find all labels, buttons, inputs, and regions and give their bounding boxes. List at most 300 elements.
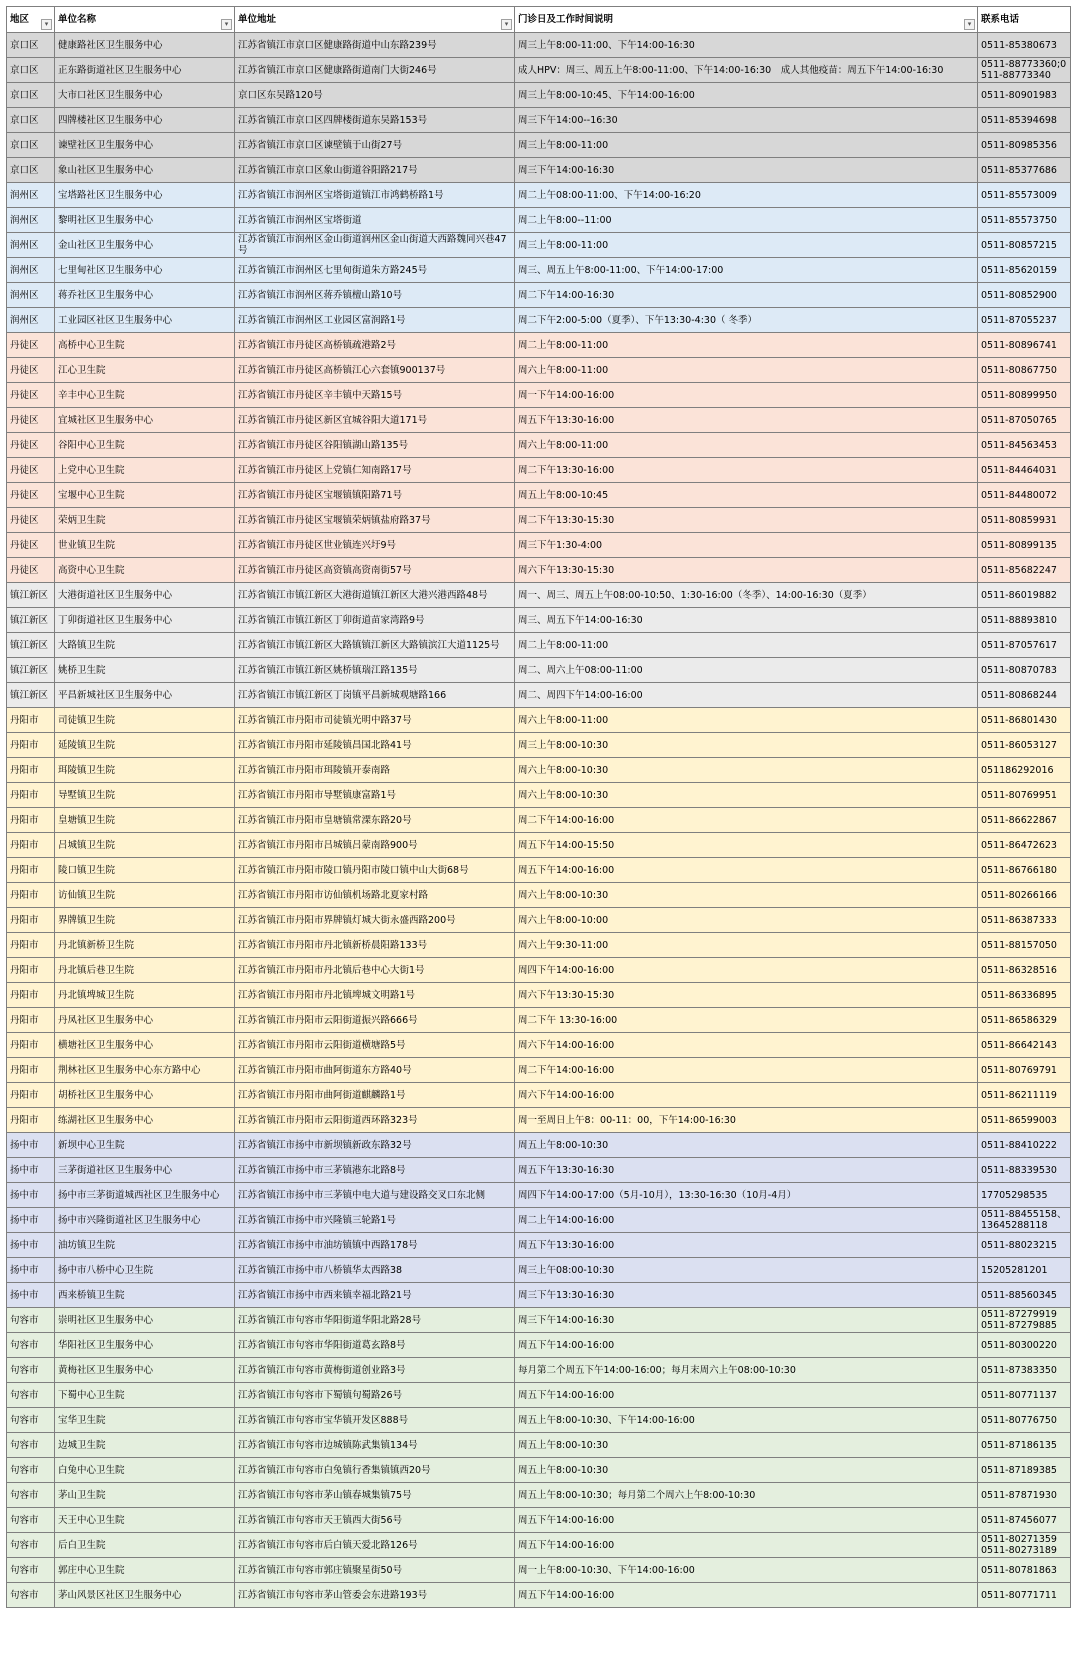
filter-dropdown-icon[interactable]: ▾	[41, 19, 52, 30]
cell-address[interactable]: 江苏省镇江市丹阳市吕城镇吕蒙南路900号	[235, 833, 515, 858]
cell-clinic-hours[interactable]: 周六上午8:00-10:30	[515, 783, 978, 808]
cell-address[interactable]: 江苏省镇江市丹徒区高资镇高资南街57号	[235, 558, 515, 583]
cell-unit-name[interactable]: 茅山风景区社区卫生服务中心	[55, 1583, 235, 1608]
cell-region[interactable]: 句容市	[7, 1508, 55, 1533]
cell-clinic-hours[interactable]: 周六下午14:00-16:00	[515, 1083, 978, 1108]
cell-clinic-hours[interactable]: 周五上午8:00-10:30	[515, 1433, 978, 1458]
cell-region[interactable]: 丹阳市	[7, 1108, 55, 1133]
cell-phone[interactable]: 0511-80776750	[978, 1408, 1071, 1433]
cell-unit-name[interactable]: 丁卯街道社区卫生服务中心	[55, 608, 235, 633]
cell-address[interactable]: 江苏省镇江市丹阳市云阳街道西环路323号	[235, 1108, 515, 1133]
cell-clinic-hours[interactable]: 周三上午8:00-10:30	[515, 733, 978, 758]
cell-phone[interactable]: 0511-80868244	[978, 683, 1071, 708]
cell-phone[interactable]: 0511-85394698	[978, 108, 1071, 133]
cell-phone[interactable]: 0511-80769951	[978, 783, 1071, 808]
cell-region[interactable]: 润州区	[7, 283, 55, 308]
cell-unit-name[interactable]: 蒋乔社区卫生服务中心	[55, 283, 235, 308]
cell-address[interactable]: 江苏省镇江市丹阳市珥陵镇开泰南路	[235, 758, 515, 783]
cell-phone[interactable]: 051186292016	[978, 758, 1071, 783]
cell-clinic-hours[interactable]: 周五下午14:00-16:00	[515, 1533, 978, 1558]
cell-phone[interactable]: 0511-88339530	[978, 1158, 1071, 1183]
cell-region[interactable]: 丹徒区	[7, 558, 55, 583]
cell-address[interactable]: 江苏省镇江市丹徒区辛丰镇中天路15号	[235, 383, 515, 408]
cell-address[interactable]: 江苏省镇江市扬中市八桥镇华太西路38	[235, 1258, 515, 1283]
cell-region[interactable]: 句容市	[7, 1583, 55, 1608]
cell-phone[interactable]: 0511-80901983	[978, 83, 1071, 108]
cell-clinic-hours[interactable]: 周一、周三、周五上午08:00-10:50、1:30-16:00（冬季）、14:00-16:30（夏季）	[515, 583, 978, 608]
cell-phone[interactable]: 0511-86211119	[978, 1083, 1071, 1108]
cell-clinic-hours[interactable]: 周五上午8:00-10:30	[515, 1458, 978, 1483]
cell-phone[interactable]: 0511-86336895	[978, 983, 1071, 1008]
cell-phone[interactable]: 0511-88893810	[978, 608, 1071, 633]
cell-clinic-hours[interactable]: 每月第二个周五下午14:00-16:00；每月末周六上午08:00-10:30	[515, 1358, 978, 1383]
cell-region[interactable]: 镇江新区	[7, 608, 55, 633]
cell-region[interactable]: 丹阳市	[7, 958, 55, 983]
cell-clinic-hours[interactable]: 周三下午14:00--16:30	[515, 108, 978, 133]
cell-address[interactable]: 江苏省镇江市丹阳市云阳街道横塘路5号	[235, 1033, 515, 1058]
cell-phone[interactable]: 0511-80771137	[978, 1383, 1071, 1408]
cell-clinic-hours[interactable]: 周五下午13:30-16:00	[515, 408, 978, 433]
cell-phone[interactable]: 0511-80266166	[978, 883, 1071, 908]
cell-address[interactable]: 江苏省镇江市丹阳市司徒镇光明中路37号	[235, 708, 515, 733]
cell-unit-name[interactable]: 大路镇卫生院	[55, 633, 235, 658]
cell-phone[interactable]: 0511-87871930	[978, 1483, 1071, 1508]
cell-phone[interactable]: 0511-80859931	[978, 508, 1071, 533]
cell-unit-name[interactable]: 横塘社区卫生服务中心	[55, 1033, 235, 1058]
cell-unit-name[interactable]: 胡桥社区卫生服务中心	[55, 1083, 235, 1108]
cell-region[interactable]: 丹阳市	[7, 1008, 55, 1033]
cell-phone[interactable]: 0511-86328516	[978, 958, 1071, 983]
cell-address[interactable]: 江苏省镇江市丹阳市曲阿街道麒麟路1号	[235, 1083, 515, 1108]
cell-address[interactable]: 江苏省镇江市京口区四牌楼街道东吴路153号	[235, 108, 515, 133]
cell-region[interactable]: 句容市	[7, 1308, 55, 1333]
cell-phone[interactable]: 0511-87055237	[978, 308, 1071, 333]
cell-unit-name[interactable]: 谷阳中心卫生院	[55, 433, 235, 458]
cell-phone[interactable]: 0511-80899135	[978, 533, 1071, 558]
cell-phone[interactable]: 15205281201	[978, 1258, 1071, 1283]
cell-unit-name[interactable]: 象山社区卫生服务中心	[55, 158, 235, 183]
cell-region[interactable]: 句容市	[7, 1558, 55, 1583]
cell-unit-name[interactable]: 大港街道社区卫生服务中心	[55, 583, 235, 608]
cell-clinic-hours[interactable]: 周三、周五上午8:00-11:00、下午14:00-17:00	[515, 258, 978, 283]
cell-unit-name[interactable]: 金山社区卫生服务中心	[55, 233, 235, 258]
cell-region[interactable]: 京口区	[7, 58, 55, 83]
cell-region[interactable]: 句容市	[7, 1433, 55, 1458]
cell-unit-name[interactable]: 高桥中心卫生院	[55, 333, 235, 358]
cell-phone[interactable]: 0511-85380673	[978, 33, 1071, 58]
cell-address[interactable]: 江苏省镇江市镇江新区大路镇镇江新区大路镇滨江大道1125号	[235, 633, 515, 658]
cell-phone[interactable]: 0511-86642143	[978, 1033, 1071, 1058]
cell-unit-name[interactable]: 上党中心卫生院	[55, 458, 235, 483]
cell-unit-name[interactable]: 工业园区社区卫生服务中心	[55, 308, 235, 333]
cell-clinic-hours[interactable]: 周六下午13:30-15:30	[515, 558, 978, 583]
cell-phone[interactable]: 0511-86622867	[978, 808, 1071, 833]
cell-address[interactable]: 江苏省镇江市润州区宝塔街道	[235, 208, 515, 233]
cell-address[interactable]: 江苏省镇江市句容市后白镇天爱北路126号	[235, 1533, 515, 1558]
cell-address[interactable]: 江苏省镇江市句容市下蜀镇句蜀路26号	[235, 1383, 515, 1408]
cell-address[interactable]: 京口区东吴路120号	[235, 83, 515, 108]
cell-address[interactable]: 江苏省镇江市丹徒区高桥镇疏港路2号	[235, 333, 515, 358]
cell-unit-name[interactable]: 四牌楼社区卫生服务中心	[55, 108, 235, 133]
cell-region[interactable]: 丹徒区	[7, 358, 55, 383]
cell-region[interactable]: 丹阳市	[7, 733, 55, 758]
cell-unit-name[interactable]: 宝华卫生院	[55, 1408, 235, 1433]
cell-clinic-hours[interactable]: 周一上午8:00-10:30、下午14:00-16:00	[515, 1558, 978, 1583]
cell-unit-name[interactable]: 吕城镇卫生院	[55, 833, 235, 858]
cell-clinic-hours[interactable]: 周三上午8:00-10:45、下午14:00-16:00	[515, 83, 978, 108]
cell-phone[interactable]: 0511-80985356	[978, 133, 1071, 158]
cell-clinic-hours[interactable]: 周三上午8:00-11:00	[515, 133, 978, 158]
cell-address[interactable]: 江苏省镇江市丹阳市导墅镇康富路1号	[235, 783, 515, 808]
cell-region[interactable]: 丹阳市	[7, 933, 55, 958]
cell-region[interactable]: 丹阳市	[7, 908, 55, 933]
cell-region[interactable]: 丹阳市	[7, 708, 55, 733]
cell-clinic-hours[interactable]: 周五下午14:00-16:00	[515, 1583, 978, 1608]
cell-address[interactable]: 江苏省镇江市镇江新区姚桥镇瑞江路135号	[235, 658, 515, 683]
cell-phone[interactable]: 0511-86801430	[978, 708, 1071, 733]
cell-clinic-hours[interactable]: 周二下午14:00-16:00	[515, 1058, 978, 1083]
cell-clinic-hours[interactable]: 周六下午13:30-15:30	[515, 983, 978, 1008]
cell-clinic-hours[interactable]: 周二下午13:30-15:30	[515, 508, 978, 533]
cell-unit-name[interactable]: 黄梅社区卫生服务中心	[55, 1358, 235, 1383]
cell-address[interactable]: 江苏省镇江市句容市边城镇陈武集镇134号	[235, 1433, 515, 1458]
cell-phone[interactable]: 0511-80781863	[978, 1558, 1071, 1583]
cell-phone[interactable]: 0511-88023215	[978, 1233, 1071, 1258]
cell-clinic-hours[interactable]: 周二上午8:00-11:00	[515, 633, 978, 658]
cell-unit-name[interactable]: 丹北镇新桥卫生院	[55, 933, 235, 958]
cell-address[interactable]: 江苏省镇江市润州区宝塔街道镇江市鸿鹤桥路1号	[235, 183, 515, 208]
cell-phone[interactable]: 0511-86019882	[978, 583, 1071, 608]
cell-clinic-hours[interactable]: 周二下午13:30-16:00	[515, 458, 978, 483]
cell-unit-name[interactable]: 宜城社区卫生服务中心	[55, 408, 235, 433]
cell-region[interactable]: 丹徒区	[7, 333, 55, 358]
filter-dropdown-icon[interactable]: ▾	[501, 19, 512, 30]
cell-region[interactable]: 句容市	[7, 1533, 55, 1558]
cell-phone[interactable]: 0511-80857215	[978, 233, 1071, 258]
cell-clinic-hours[interactable]: 周四下午14:00-16:00	[515, 958, 978, 983]
cell-unit-name[interactable]: 大市口社区卫生服务中心	[55, 83, 235, 108]
cell-region[interactable]: 扬中市	[7, 1183, 55, 1208]
cell-clinic-hours[interactable]: 周六上午8:00-10:30	[515, 883, 978, 908]
cell-unit-name[interactable]: 陵口镇卫生院	[55, 858, 235, 883]
cell-unit-name[interactable]: 西来桥镇卫生院	[55, 1283, 235, 1308]
cell-unit-name[interactable]: 丹北镇埤城卫生院	[55, 983, 235, 1008]
cell-clinic-hours[interactable]: 周二上午14:00-16:00	[515, 1208, 978, 1233]
cell-unit-name[interactable]: 扬中市八桥中心卫生院	[55, 1258, 235, 1283]
cell-phone[interactable]: 0511-87186135	[978, 1433, 1071, 1458]
cell-address[interactable]: 江苏省镇江市丹徒区世业镇连兴圩9号	[235, 533, 515, 558]
cell-clinic-hours[interactable]: 周六上午8:00-11:00	[515, 433, 978, 458]
cell-clinic-hours[interactable]: 周五下午14:00-15:50	[515, 833, 978, 858]
cell-phone[interactable]: 0511-85377686	[978, 158, 1071, 183]
cell-phone[interactable]: 0511-80870783	[978, 658, 1071, 683]
cell-phone[interactable]: 0511-80771711	[978, 1583, 1071, 1608]
cell-unit-name[interactable]: 七里甸社区卫生服务中心	[55, 258, 235, 283]
cell-address[interactable]: 江苏省镇江市京口区谏壁镇于山街27号	[235, 133, 515, 158]
cell-clinic-hours[interactable]: 周三下午14:00-16:30	[515, 158, 978, 183]
cell-unit-name[interactable]: 三茅街道社区卫生服务中心	[55, 1158, 235, 1183]
cell-clinic-hours[interactable]: 周四下午14:00-17:00（5月-10月），13:30-16:30（10月-4月）	[515, 1183, 978, 1208]
cell-region[interactable]: 镇江新区	[7, 633, 55, 658]
cell-phone[interactable]: 0511-86599003	[978, 1108, 1071, 1133]
cell-region[interactable]: 润州区	[7, 233, 55, 258]
cell-unit-name[interactable]: 扬中市三茅街道城西社区卫生服务中心	[55, 1183, 235, 1208]
cell-address[interactable]: 江苏省镇江市句容市郭庄镇聚星街50号	[235, 1558, 515, 1583]
cell-unit-name[interactable]: 丹北镇后巷卫生院	[55, 958, 235, 983]
cell-phone[interactable]: 17705298535	[978, 1183, 1071, 1208]
cell-phone[interactable]: 0511-85620159	[978, 258, 1071, 283]
cell-clinic-hours[interactable]: 周三上午8:00-11:00、下午14:00-16:30	[515, 33, 978, 58]
cell-clinic-hours[interactable]: 周二下午14:00-16:00	[515, 808, 978, 833]
cell-phone[interactable]: 0511-87050765	[978, 408, 1071, 433]
cell-region[interactable]: 润州区	[7, 308, 55, 333]
cell-clinic-hours[interactable]: 周二上午08:00-11:00、下午14:00-16:20	[515, 183, 978, 208]
cell-unit-name[interactable]: 新坝中心卫生院	[55, 1133, 235, 1158]
cell-address[interactable]: 江苏省镇江市扬中市三茅镇港东北路8号	[235, 1158, 515, 1183]
cell-clinic-hours[interactable]: 周三下午1:30-4:00	[515, 533, 978, 558]
cell-region[interactable]: 句容市	[7, 1408, 55, 1433]
cell-clinic-hours[interactable]: 周五下午14:00-16:00	[515, 1508, 978, 1533]
cell-region[interactable]: 扬中市	[7, 1133, 55, 1158]
cell-unit-name[interactable]: 江心卫生院	[55, 358, 235, 383]
cell-address[interactable]: 江苏省镇江市丹徒区新区宜城谷阳大道171号	[235, 408, 515, 433]
cell-clinic-hours[interactable]: 周五上午8:00-10:30	[515, 1133, 978, 1158]
filter-dropdown-icon[interactable]: ▾	[964, 19, 975, 30]
cell-phone[interactable]: 0511-86053127	[978, 733, 1071, 758]
cell-region[interactable]: 京口区	[7, 158, 55, 183]
cell-unit-name[interactable]: 界牌镇卫生院	[55, 908, 235, 933]
cell-clinic-hours[interactable]: 周三、周五下午14:00-16:30	[515, 608, 978, 633]
cell-address[interactable]: 江苏省镇江市扬中市兴隆镇三轮路1号	[235, 1208, 515, 1233]
cell-region[interactable]: 丹徒区	[7, 408, 55, 433]
cell-address[interactable]: 江苏省镇江市丹阳市界牌镇灯城大街永盛西路200号	[235, 908, 515, 933]
cell-phone[interactable]: 0511-84563453	[978, 433, 1071, 458]
cell-clinic-hours[interactable]: 周三下午13:30-16:30	[515, 1283, 978, 1308]
cell-unit-name[interactable]: 高资中心卫生院	[55, 558, 235, 583]
cell-address[interactable]: 江苏省镇江市扬中市西来镇幸福北路21号	[235, 1283, 515, 1308]
cell-unit-name[interactable]: 练湖社区卫生服务中心	[55, 1108, 235, 1133]
cell-region[interactable]: 丹徒区	[7, 433, 55, 458]
cell-region[interactable]: 句容市	[7, 1458, 55, 1483]
cell-region[interactable]: 丹阳市	[7, 783, 55, 808]
cell-phone[interactable]: 0511-88410222	[978, 1133, 1071, 1158]
cell-address[interactable]: 江苏省镇江市丹阳市陵口镇丹阳市陵口镇中山大街68号	[235, 858, 515, 883]
cell-unit-name[interactable]: 荣炳卫生院	[55, 508, 235, 533]
cell-unit-name[interactable]: 健康路社区卫生服务中心	[55, 33, 235, 58]
cell-unit-name[interactable]: 延陵镇卫生院	[55, 733, 235, 758]
cell-unit-name[interactable]: 宝塔路社区卫生服务中心	[55, 183, 235, 208]
cell-unit-name[interactable]: 宝堰中心卫生院	[55, 483, 235, 508]
cell-address[interactable]: 江苏省镇江市句容市华阳街道葛玄路8号	[235, 1333, 515, 1358]
cell-unit-name[interactable]: 导墅镇卫生院	[55, 783, 235, 808]
cell-region[interactable]: 镇江新区	[7, 583, 55, 608]
cell-clinic-hours[interactable]: 周五上午8:00-10:30；每月第二个周六上午8:00-10:30	[515, 1483, 978, 1508]
cell-region[interactable]: 丹徒区	[7, 483, 55, 508]
cell-address[interactable]: 江苏省镇江市扬中市油坊镇镇中西路178号	[235, 1233, 515, 1258]
cell-address[interactable]: 江苏省镇江市句容市黄梅街道创业路3号	[235, 1358, 515, 1383]
cell-clinic-hours[interactable]: 成人HPV：周三、周五上午8:00-11:00、下午14:00-16:30 成人其他疫苗：周五下午14:00-16:30	[515, 58, 978, 83]
cell-region[interactable]: 京口区	[7, 83, 55, 108]
cell-unit-name[interactable]: 平昌新城社区卫生服务中心	[55, 683, 235, 708]
cell-phone[interactable]: 0511-80769791	[978, 1058, 1071, 1083]
cell-phone[interactable]: 0511-87456077	[978, 1508, 1071, 1533]
cell-phone[interactable]: 0511-85682247	[978, 558, 1071, 583]
cell-address[interactable]: 江苏省镇江市扬中市新坝镇新政东路32号	[235, 1133, 515, 1158]
cell-clinic-hours[interactable]: 周五下午14:00-16:00	[515, 1383, 978, 1408]
cell-clinic-hours[interactable]: 周六上午8:00-10:30	[515, 758, 978, 783]
cell-address[interactable]: 江苏省镇江市润州区七里甸街道朱方路245号	[235, 258, 515, 283]
cell-address[interactable]: 江苏省镇江市扬中市三茅镇中电大道与建设路交叉口东北侧	[235, 1183, 515, 1208]
cell-unit-name[interactable]: 辛丰中心卫生院	[55, 383, 235, 408]
cell-phone[interactable]: 0511-88455158、13645288118	[978, 1208, 1071, 1233]
cell-unit-name[interactable]: 天王中心卫生院	[55, 1508, 235, 1533]
cell-address[interactable]: 江苏省镇江市京口区健康路街道中山东路239号	[235, 33, 515, 58]
cell-clinic-hours[interactable]: 周六上午8:00-11:00	[515, 708, 978, 733]
cell-clinic-hours[interactable]: 周三上午08:00-10:30	[515, 1258, 978, 1283]
cell-phone[interactable]: 0511-80896741	[978, 333, 1071, 358]
cell-region[interactable]: 丹阳市	[7, 983, 55, 1008]
cell-address[interactable]: 江苏省镇江市句容市茅山管委会东进路193号	[235, 1583, 515, 1608]
cell-unit-name[interactable]: 下蜀中心卫生院	[55, 1383, 235, 1408]
cell-unit-name[interactable]: 司徒镇卫生院	[55, 708, 235, 733]
cell-unit-name[interactable]: 访仙镇卫生院	[55, 883, 235, 908]
cell-clinic-hours[interactable]: 周六上午8:00-10:00	[515, 908, 978, 933]
cell-region[interactable]: 润州区	[7, 208, 55, 233]
cell-phone[interactable]: 0511-86387333	[978, 908, 1071, 933]
cell-region[interactable]: 丹阳市	[7, 808, 55, 833]
cell-region[interactable]: 扬中市	[7, 1233, 55, 1258]
cell-region[interactable]: 丹阳市	[7, 833, 55, 858]
cell-region[interactable]: 京口区	[7, 33, 55, 58]
cell-region[interactable]: 句容市	[7, 1333, 55, 1358]
cell-clinic-hours[interactable]: 周二、周六上午08:00-11:00	[515, 658, 978, 683]
cell-clinic-hours[interactable]: 周一下午14:00-16:00	[515, 383, 978, 408]
cell-clinic-hours[interactable]: 周三上午8:00-11:00	[515, 233, 978, 258]
cell-phone[interactable]: 0511-80867750	[978, 358, 1071, 383]
cell-address[interactable]: 江苏省镇江市句容市茅山镇春城集镇75号	[235, 1483, 515, 1508]
cell-region[interactable]: 丹徒区	[7, 458, 55, 483]
cell-region[interactable]: 句容市	[7, 1483, 55, 1508]
cell-clinic-hours[interactable]: 周二、周四下午14:00-16:00	[515, 683, 978, 708]
cell-region[interactable]: 镇江新区	[7, 658, 55, 683]
cell-clinic-hours[interactable]: 周五下午14:00-16:00	[515, 858, 978, 883]
cell-region[interactable]: 丹徒区	[7, 508, 55, 533]
cell-region[interactable]: 丹阳市	[7, 1058, 55, 1083]
cell-address[interactable]: 江苏省镇江市镇江新区丁岗镇平昌新城观塘路166	[235, 683, 515, 708]
cell-clinic-hours[interactable]: 周二下午 13:30-16:00	[515, 1008, 978, 1033]
cell-unit-name[interactable]: 正东路街道社区卫生服务中心	[55, 58, 235, 83]
cell-unit-name[interactable]: 茅山卫生院	[55, 1483, 235, 1508]
cell-address[interactable]: 江苏省镇江市丹阳市丹北镇埤城文明路1号	[235, 983, 515, 1008]
cell-region[interactable]: 扬中市	[7, 1158, 55, 1183]
cell-phone[interactable]: 0511-85573009	[978, 183, 1071, 208]
cell-region[interactable]: 京口区	[7, 133, 55, 158]
cell-clinic-hours[interactable]: 周五上午8:00-10:30、下午14:00-16:00	[515, 1408, 978, 1433]
cell-region[interactable]: 句容市	[7, 1358, 55, 1383]
cell-unit-name[interactable]: 姚桥卫生院	[55, 658, 235, 683]
cell-address[interactable]: 江苏省镇江市镇江新区丁卯街道苗家湾路9号	[235, 608, 515, 633]
cell-address[interactable]: 江苏省镇江市丹阳市访仙镇机场路北夏家村路	[235, 883, 515, 908]
cell-unit-name[interactable]: 白兔中心卫生院	[55, 1458, 235, 1483]
cell-unit-name[interactable]: 皇塘镇卫生院	[55, 808, 235, 833]
cell-address[interactable]: 江苏省镇江市润州区蒋乔镇檀山路10号	[235, 283, 515, 308]
cell-address[interactable]: 江苏省镇江市丹阳市云阳街道振兴路666号	[235, 1008, 515, 1033]
cell-address[interactable]: 江苏省镇江市润州区金山街道润州区金山街道大西路魏同兴巷47号	[235, 233, 515, 258]
cell-clinic-hours[interactable]: 周二下午14:00-16:30	[515, 283, 978, 308]
cell-region[interactable]: 镇江新区	[7, 683, 55, 708]
cell-clinic-hours[interactable]: 周三下午14:00-16:30	[515, 1308, 978, 1333]
cell-unit-name[interactable]: 黎明社区卫生服务中心	[55, 208, 235, 233]
cell-phone[interactable]: 0511-88773360;0511-88773340	[978, 58, 1071, 83]
cell-address[interactable]: 江苏省镇江市句容市宝华镇开发区888号	[235, 1408, 515, 1433]
cell-address[interactable]: 江苏省镇江市丹徒区谷阳镇湖山路135号	[235, 433, 515, 458]
cell-address[interactable]: 江苏省镇江市镇江新区大港街道镇江新区大港兴港西路48号	[235, 583, 515, 608]
filter-dropdown-icon[interactable]: ▾	[221, 19, 232, 30]
cell-address[interactable]: 江苏省镇江市丹阳市丹北镇后巷中心大街1号	[235, 958, 515, 983]
cell-phone[interactable]: 0511-88560345	[978, 1283, 1071, 1308]
cell-phone[interactable]: 0511-85573750	[978, 208, 1071, 233]
cell-phone[interactable]: 0511-84480072	[978, 483, 1071, 508]
cell-address[interactable]: 江苏省镇江市京口区健康路街道南门大街246号	[235, 58, 515, 83]
cell-unit-name[interactable]: 油坊镇卫生院	[55, 1233, 235, 1258]
cell-region[interactable]: 扬中市	[7, 1283, 55, 1308]
cell-clinic-hours[interactable]: 周一至周日上午8：00-11：00，下午14:00-16:30	[515, 1108, 978, 1133]
cell-unit-name[interactable]: 华阳社区卫生服务中心	[55, 1333, 235, 1358]
cell-region[interactable]: 丹徒区	[7, 383, 55, 408]
cell-clinic-hours[interactable]: 周五上午8:00-10:45	[515, 483, 978, 508]
cell-clinic-hours[interactable]: 周六下午14:00-16:00	[515, 1033, 978, 1058]
cell-region[interactable]: 扬中市	[7, 1208, 55, 1233]
cell-region[interactable]: 丹徒区	[7, 533, 55, 558]
cell-clinic-hours[interactable]: 周二上午8:00--11:00	[515, 208, 978, 233]
cell-unit-name[interactable]: 荆林社区卫生服务中心东方路中心	[55, 1058, 235, 1083]
cell-region[interactable]: 丹阳市	[7, 758, 55, 783]
cell-phone[interactable]: 0511-87279919 0511-87279885	[978, 1308, 1071, 1333]
cell-clinic-hours[interactable]: 周五下午14:00-16:00	[515, 1333, 978, 1358]
cell-address[interactable]: 江苏省镇江市丹徒区高桥镇江心六套镇900137号	[235, 358, 515, 383]
cell-unit-name[interactable]: 边城卫生院	[55, 1433, 235, 1458]
cell-region[interactable]: 扬中市	[7, 1258, 55, 1283]
cell-phone[interactable]: 0511-86766180	[978, 858, 1071, 883]
cell-unit-name[interactable]: 崇明社区卫生服务中心	[55, 1308, 235, 1333]
cell-unit-name[interactable]: 世业镇卫生院	[55, 533, 235, 558]
cell-phone[interactable]: 0511-86472623	[978, 833, 1071, 858]
cell-clinic-hours[interactable]: 周五下午13:30-16:00	[515, 1233, 978, 1258]
cell-clinic-hours[interactable]: 周六上午8:00-11:00	[515, 358, 978, 383]
cell-address[interactable]: 江苏省镇江市丹徒区宝堰镇镇阳路71号	[235, 483, 515, 508]
cell-address[interactable]: 江苏省镇江市句容市白兔镇行香集镇镇西20号	[235, 1458, 515, 1483]
cell-unit-name[interactable]: 扬中市兴隆街道社区卫生服务中心	[55, 1208, 235, 1233]
cell-unit-name[interactable]: 珥陵镇卫生院	[55, 758, 235, 783]
cell-phone[interactable]: 0511-80271359 0511-80273189	[978, 1533, 1071, 1558]
cell-phone[interactable]: 0511-80852900	[978, 283, 1071, 308]
cell-address[interactable]: 江苏省镇江市句容市天王镇西大街56号	[235, 1508, 515, 1533]
cell-address[interactable]: 江苏省镇江市丹徒区宝堰镇荣炳镇盐府路37号	[235, 508, 515, 533]
cell-phone[interactable]: 0511-87383350	[978, 1358, 1071, 1383]
cell-address[interactable]: 江苏省镇江市丹徒区上党镇仁知南路17号	[235, 458, 515, 483]
cell-unit-name[interactable]: 丹凤社区卫生服务中心	[55, 1008, 235, 1033]
cell-region[interactable]: 润州区	[7, 183, 55, 208]
cell-region[interactable]: 京口区	[7, 108, 55, 133]
cell-clinic-hours[interactable]: 周二上午8:00-11:00	[515, 333, 978, 358]
cell-address[interactable]: 江苏省镇江市丹阳市延陵镇昌国北路41号	[235, 733, 515, 758]
cell-phone[interactable]: 0511-80300220	[978, 1333, 1071, 1358]
cell-region[interactable]: 润州区	[7, 258, 55, 283]
cell-region[interactable]: 丹阳市	[7, 1083, 55, 1108]
cell-address[interactable]: 江苏省镇江市丹阳市曲阿街道东方路40号	[235, 1058, 515, 1083]
cell-region[interactable]: 丹阳市	[7, 858, 55, 883]
cell-phone[interactable]: 0511-86586329	[978, 1008, 1071, 1033]
